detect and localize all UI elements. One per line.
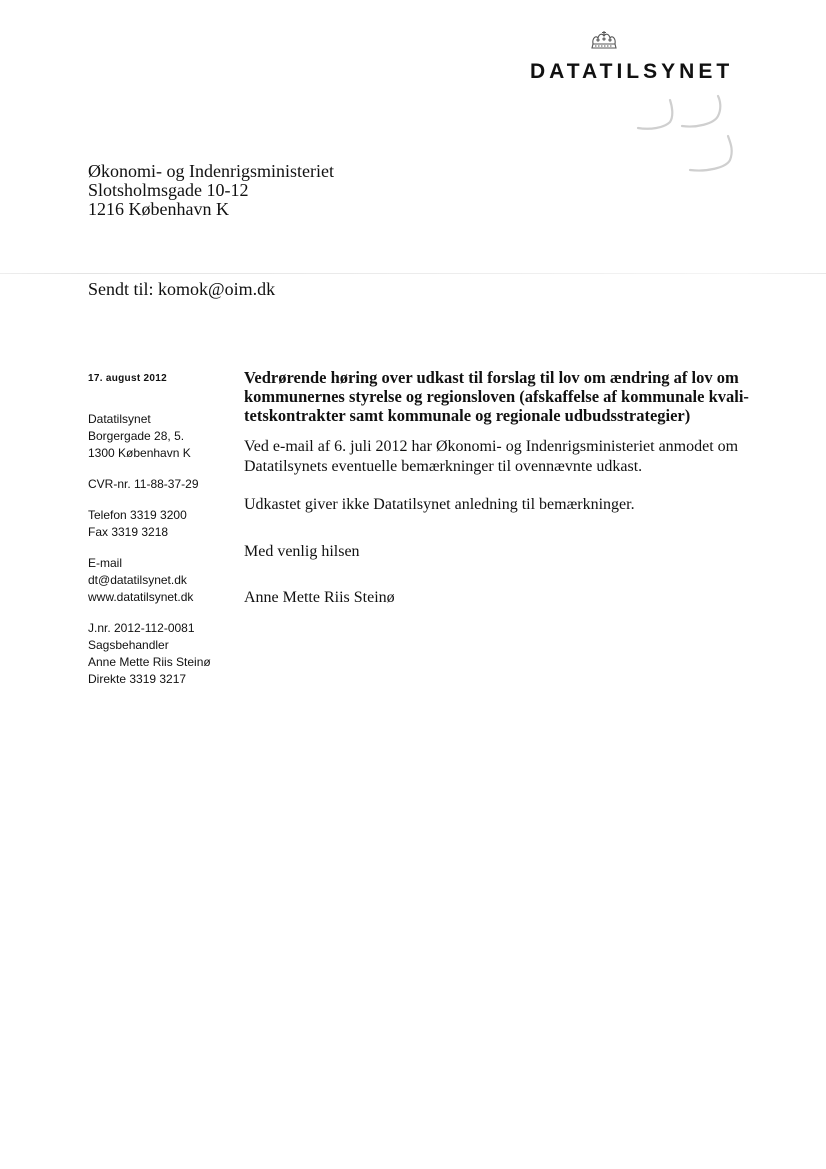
- cvr-number: CVR-nr. 11-88-37-29: [88, 477, 199, 491]
- contact-info: [88, 555, 238, 606]
- paragraph-line: Udkastet giver ikke Datatilsynet anledning til bemærkninger.: [244, 496, 635, 513]
- case-handler-name: Anne Mette Riis Steinø: [88, 655, 211, 669]
- sender-address-line: Borgergade 28, 5.: [88, 429, 185, 443]
- handwritten-mark-icon: [630, 92, 750, 182]
- recipient-line: Slotsholmsgade 10-12: [88, 180, 249, 200]
- recipient-address: [88, 162, 334, 219]
- website-address: www.datatilsynet.dk: [88, 590, 194, 604]
- email-address: dt@datatilsynet.dk: [88, 573, 187, 587]
- subject-line: tetskontrakter samt kommunale og regionale udbudsstrategier): [244, 406, 691, 425]
- paragraph-line: Ved e-mail af 6. juli 2012 har Økonomi- og Indenrigsministeriet anmodet om: [244, 438, 739, 455]
- sent-to: Sendt til: komok@oim.dk: [88, 279, 276, 299]
- phone-info: [88, 507, 238, 541]
- closing-greeting: Med venlig hilsen: [244, 543, 360, 560]
- letterhead: [530, 28, 760, 88]
- recipient-line: Økonomi- og Indenrigsministeriet: [88, 161, 334, 181]
- letter-subject: [244, 368, 774, 425]
- brand-wordmark: DATATILSYNET: [530, 60, 734, 83]
- sender-address: [88, 411, 238, 462]
- signature-name: Anne Mette Riis Steinø: [244, 589, 395, 606]
- letter-body: [244, 368, 774, 626]
- direct-phone: Direkte 3319 3217: [88, 672, 187, 686]
- phone-line: Telefon 3319 3200: [88, 508, 187, 522]
- recipient-line: 1216 København K: [88, 199, 229, 219]
- case-number: J.nr. 2012-112-0081: [88, 621, 195, 635]
- subject-line: kommunernes styrelse og regionsloven (afskaffelse af kommunale kvali-: [244, 387, 749, 406]
- paragraph-line: Datatilsynets eventuelle bemærkninger til ovennævnte udkast.: [244, 458, 643, 475]
- paragraph-2: [244, 495, 774, 515]
- letter-date: 17. august 2012: [88, 373, 167, 384]
- fold-line: [0, 273, 826, 274]
- sender-address-line: 1300 København K: [88, 446, 191, 460]
- case-info: [88, 620, 238, 688]
- subject-line: Vedrørende høring over udkast til forslag til lov om ændring af lov om: [244, 368, 739, 387]
- paragraph-1: [244, 437, 774, 477]
- email-label: E-mail: [88, 556, 123, 570]
- fax-line: Fax 3319 3218: [88, 525, 169, 539]
- case-handler-label: Sagsbehandler: [88, 638, 169, 652]
- sender-address-line: Datatilsynet: [88, 412, 151, 426]
- crown-logo-icon: [588, 28, 620, 52]
- sender-sidebar: [88, 370, 238, 702]
